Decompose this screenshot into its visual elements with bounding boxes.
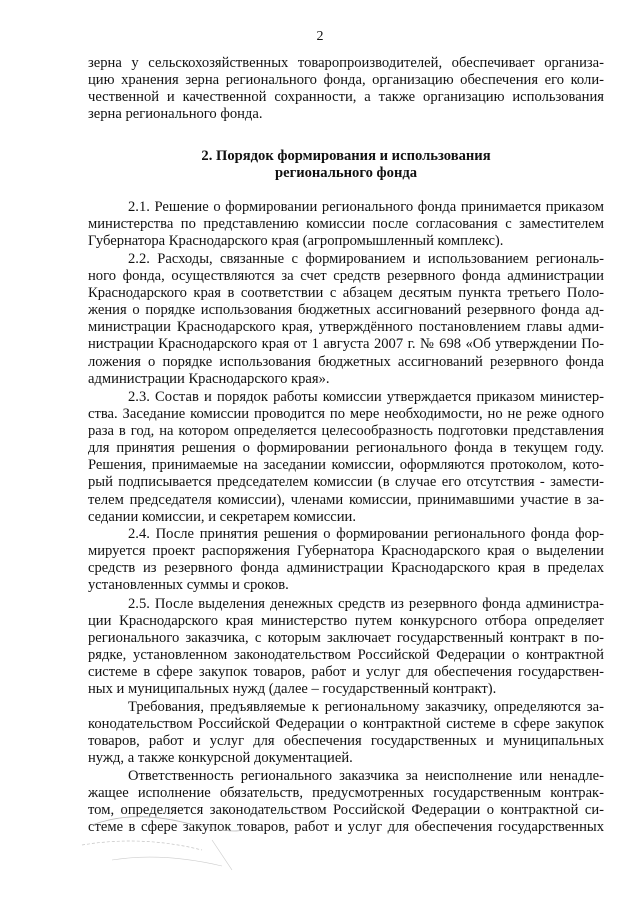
text-line: нистрации Краснодарского края от 1 августа 2007 г. № 698 «Об утверждении По- [88,336,604,353]
paragraph-2-4 [88,526,604,594]
text-line: рый подписывается председателем комиссии (в случае его отсутствия - замести- [88,474,604,491]
text-line: ложения о порядке использования бюджетных ассигнований резервного фонда [88,353,604,370]
paragraph-2-5 [88,596,604,699]
paragraph-2-2 [88,251,604,388]
text-line: конодательством Российской Федерации о контрактной системе в сфере закупок [88,716,604,733]
text-line: для принятия решения о формировании регионального фонда в текущем году. [88,440,604,457]
text-line: 2.2. Расходы, связанные с формированием и использованием региональ- [128,251,604,267]
text-line: цию хранения зерна регионального фонда, организацию обеспечения его коли- [88,72,604,89]
text-line: седании комиссии, и секретарем комиссии. [88,508,356,525]
text-line: стеме в сфере закупок товаров, работ и услуг для обеспечения государственных [88,819,604,836]
text-line: средств из резервного фонда администрации Краснодарского края в пределах [88,560,604,577]
page-number: 2 [316,29,324,44]
text-line: 2.3. Состав и порядок работы комиссии утверждается приказом министер- [128,389,604,405]
text-line: 2.1. Решение о формировании регионального фонда принимается приказом [128,199,604,215]
text-line: Решения, принимаемые на заседании комиссии, оформляются протоколом, кото- [88,457,604,474]
text-line: том, определяется законодательством Российской Федерации о контрактной си- [88,802,604,819]
section-heading [88,148,604,182]
text-line: зерна регионального фонда. [88,106,263,123]
text-line: ных и муниципальных нужд (далее – государственный контракт). [88,681,497,698]
section-title-line: 2. Порядок формирования и использования [201,148,491,164]
text-line: Ответственность регионального заказчика за неисполнение или ненадле- [128,768,604,784]
text-line: министерства по представлению комиссии после согласования с заместителем [88,216,604,233]
paragraph-2-1 [88,199,604,250]
text-line: жащее исполнение обязательств, предусмотренных государственным контрак- [88,785,604,802]
text-line: зерна у сельскохозяйственных товаропроизводителей, обеспечивает организа- [88,55,604,71]
text-line: Губернатора Краснодарского края (агропромышленный комплекс). [88,233,504,250]
text-line: регионального заказчика, с которым заключает государственный контракт в по- [88,630,604,647]
text-line: жения о порядке использования бюджетных ассигнований резервного фонда ад- [88,302,604,319]
text-line: ства. Заседание комиссии проводится по мере необходимости, но не реже одного [88,406,604,423]
faint-stamp-marks [72,800,252,880]
text-line: 2.4. После принятия решения о формировании регионального фонда фор- [128,526,604,542]
text-line: министрации Краснодарского края, утверждённого постановлением главы адми- [88,319,604,336]
text-line: Требования, предъявляемые к региональному заказчику, определяются за- [128,699,604,715]
section-title-line: регионального фонда [274,165,418,181]
text-line: ного фонда, осуществляются за счет средств резервного фонда администрации [88,268,604,285]
text-line: системе в сфере закупок товаров, работ и услуг для обеспечения государствен- [88,664,604,681]
text-line: чественной и качественной сохранности, а также организацию использования [88,89,604,106]
text-line: телем председателя комиссии), членами комиссии, принимавшими участие в за- [88,491,604,508]
text-line: мируется проект распоряжения Губернатора Краснодарского края о выделении [88,543,604,560]
text-line: нужд, а также конкурсной документацией. [88,750,353,767]
intro-paragraph [88,55,604,123]
text-line: администрации Краснодарского края». [88,370,330,387]
paragraph-requirements [88,699,604,767]
paragraph-2-3 [88,389,604,526]
text-line: установленных суммы и сроков. [88,577,289,594]
text-line: 2.5. После выделения денежных средств из резервного фонда администра- [128,596,604,612]
text-line: рядке, установленном законодательством Российской Федерации о контрактной [88,647,604,664]
text-line: Краснодарского края в соответствии с абзацем десятым пункта третьего Поло- [88,285,604,302]
text-line: товаров, работ и услуг для обеспечения государственных и муниципальных [88,733,604,750]
text-line: раза в год, на котором определяется целесообразность подготовки представления [88,423,604,440]
text-line: ции Краснодарского края министерство путем конкурсного отбора определяет [88,613,604,630]
